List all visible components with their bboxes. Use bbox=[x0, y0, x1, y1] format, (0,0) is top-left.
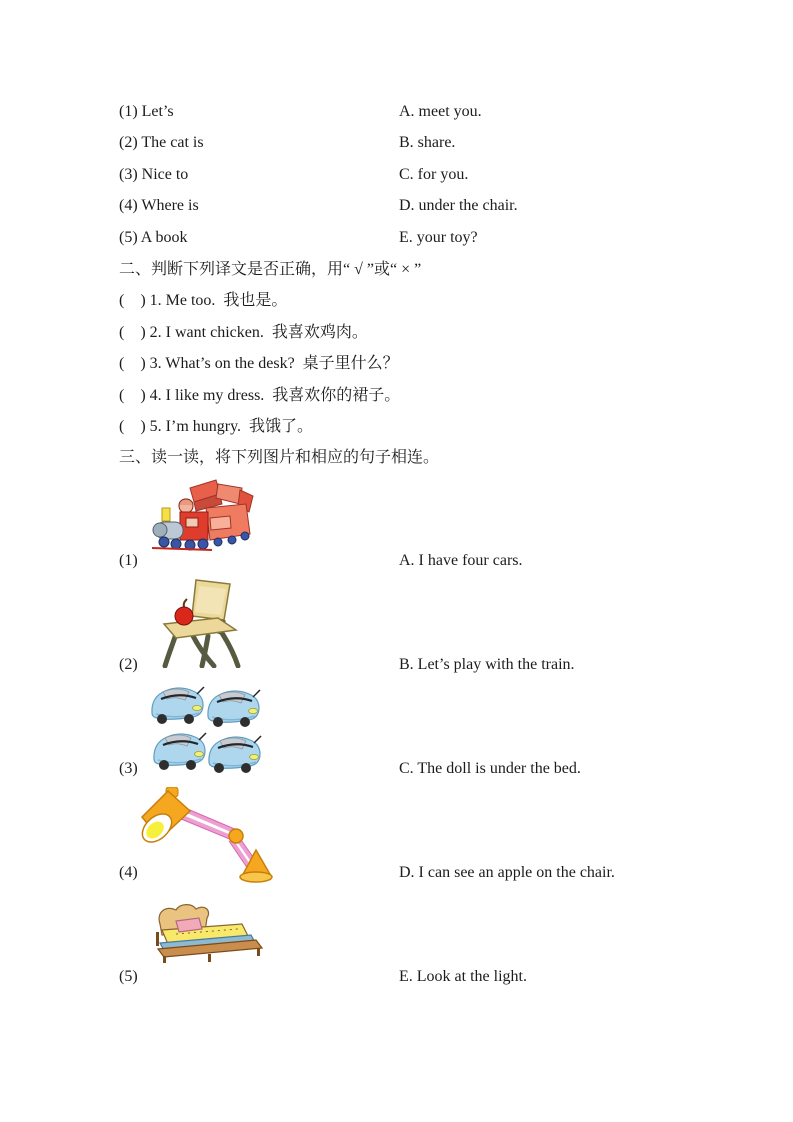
bed-icon bbox=[146, 902, 268, 964]
match-left-3: (3) Nice to bbox=[119, 166, 189, 183]
judge-row-1 bbox=[0, 291, 793, 311]
judge-row-3 bbox=[0, 354, 793, 374]
picture-row-4 bbox=[0, 863, 793, 883]
picture-row-1 bbox=[0, 551, 793, 571]
judge-item-2: ( ) 2. I want chicken. 我喜欢鸡肉。 bbox=[119, 324, 368, 341]
picture-num-2: (2) bbox=[119, 656, 138, 673]
section-three-title: 三、读一读，将下列图片和相应的句子相连。 bbox=[119, 449, 440, 466]
picture-sentence-e: E. Look at the light. bbox=[399, 968, 527, 985]
match-row-3 bbox=[0, 165, 793, 185]
match-left-1: (1) Let’s bbox=[119, 103, 174, 120]
match-left-2: (2) The cat is bbox=[119, 134, 204, 151]
section-three-header bbox=[0, 448, 793, 468]
match-right-b: B. share. bbox=[399, 134, 456, 151]
picture-num-4: (4) bbox=[119, 864, 138, 881]
toy-train-icon bbox=[150, 478, 262, 552]
picture-num-3: (3) bbox=[119, 760, 138, 777]
judge-row-4 bbox=[0, 386, 793, 406]
picture-sentence-c: C. The doll is under the bed. bbox=[399, 760, 581, 777]
judge-item-4: ( ) 4. I like my dress. 我喜欢你的裙子。 bbox=[119, 387, 401, 404]
judge-item-1: ( ) 1. Me too. 我也是。 bbox=[119, 292, 288, 309]
picture-num-1: (1) bbox=[119, 552, 138, 569]
picture-row-3 bbox=[0, 759, 793, 779]
match-row-2 bbox=[0, 133, 793, 153]
picture-row-2 bbox=[0, 655, 793, 675]
match-right-c: C. for you. bbox=[399, 166, 469, 183]
judge-row-2 bbox=[0, 323, 793, 343]
judge-item-3: ( ) 3. What’s on the desk? 桌子里什么？ bbox=[119, 355, 399, 372]
match-row-1 bbox=[0, 102, 793, 122]
match-row-5 bbox=[0, 228, 793, 248]
judge-row-5 bbox=[0, 417, 793, 437]
match-row-4 bbox=[0, 196, 793, 216]
picture-sentence-a: A. I have four cars. bbox=[399, 552, 523, 569]
bed-image bbox=[146, 902, 268, 964]
toy-train-image bbox=[150, 478, 262, 552]
judge-item-5: ( ) 5. I’m hungry. 我饿了。 bbox=[119, 418, 314, 435]
match-right-e: E. your toy? bbox=[399, 229, 478, 246]
match-right-d: D. under the chair. bbox=[399, 197, 518, 214]
match-left-5: (5) A book bbox=[119, 229, 188, 246]
picture-sentence-b: B. Let’s play with the train. bbox=[399, 656, 575, 673]
match-right-a: A. meet you. bbox=[399, 103, 482, 120]
match-left-4: (4) Where is bbox=[119, 197, 199, 214]
section-two-title: 二、判断下列译文是否正确，用“ √ ”或“ × ” bbox=[119, 261, 422, 278]
picture-row-5 bbox=[0, 967, 793, 987]
section-two-header bbox=[0, 260, 793, 280]
picture-num-5: (5) bbox=[119, 968, 138, 985]
picture-sentence-d: D. I can see an apple on the chair. bbox=[399, 864, 615, 881]
